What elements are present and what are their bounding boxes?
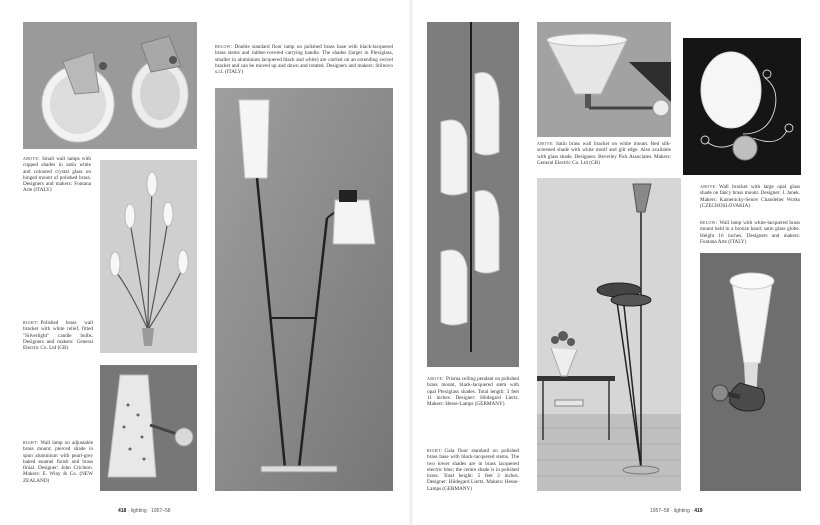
caption-double-standard-floor-lamp: below: Double standard floor lamp on polished brass base with black-lacquered brass stems and rubber-covered carrying handle. The shades (larger in Plexiglass, smaller in aluminium lacquered black and white) are carried on an extending swivel bracket and can be moved up and down and rotated. Designers and makers: Stilnovo s.r.l. (ITALY) xyxy=(215,44,393,76)
opal-glass-bracket-illustration xyxy=(683,38,801,175)
folio-left: 418 · lighting · 1957–58 xyxy=(118,508,171,514)
pierced-shade-illustration xyxy=(100,365,197,491)
wall-lamps-illustration xyxy=(23,22,197,149)
folio-right: 1957–58 · lighting · 419 xyxy=(650,508,703,514)
gala-floor-lamp-illustration xyxy=(537,178,681,491)
prisma-pendant-illustration xyxy=(427,22,519,367)
photo-small-wall-lamps xyxy=(23,22,197,149)
wall-bracket-cone-illustration xyxy=(537,22,671,137)
photo-satin-brass-wall-bracket xyxy=(537,22,671,137)
candle-bracket-illustration xyxy=(100,160,197,353)
caption-opal-glass-wall-bracket: above: Wall bracket with large opal glass shade on fancy brass mount. Designer: J. Janek. Makers: Kamenicky-Senov Chandelier Works (CZECHOSLOVAKIA) xyxy=(700,184,800,209)
gutter xyxy=(408,0,414,525)
photo-double-standard-floor-lamp xyxy=(215,88,393,491)
caption-satin-brass-wall-bracket: above: Satin brass wall bracket on white mount. Red silk-screened shade with white motif and gilt edge. Also available with glass shade. Designers: Beverley Pick Associates. Makers: General Electric Co. Ltd (GB) xyxy=(537,141,671,166)
caption-bronze-hand-wall-lamp: below: Wall lamp with white-lacquered brass mount held in a bronze hand; satin glass globe. Height 16 inches. Designers and makers: Fontana Arte (ITALY) xyxy=(700,220,800,245)
caption-adjustable-wall-lamp: right: Wall lamp on adjustable brass mount; pierced shade in spun aluminium with pearl-grey baked enamel finish and brass finial. Designer: John Crichton. Makers: E. Winy & Co. (NEW ZEALAND) xyxy=(23,440,93,484)
bronze-hand-lamp-illustration xyxy=(700,253,801,491)
caption-prisma-ceiling-pendant: above: Prisma ceiling pendant on polished brass mount, black-lacquered stem with opal Plexiglass shades. Total length: 3 feet 11 inches. Designer: Hildegard Liertz. Makers: Hesse-Lamps (GERMANY) xyxy=(427,376,519,408)
photo-bronze-hand-wall-lamp xyxy=(700,253,801,491)
photo-opal-glass-wall-bracket xyxy=(683,38,801,175)
floor-lamp-illustration xyxy=(215,88,393,491)
photo-prisma-ceiling-pendant xyxy=(427,22,519,367)
photo-adjustable-wall-lamp xyxy=(100,365,197,491)
caption-small-wall-lamps: above: Small wall lamps with cupped shades in satin white and coloured crystal glass on hinged mount of polished brass. Designers and makers: Fontana Arte (ITALY) xyxy=(23,156,91,194)
photo-brass-wall-bracket xyxy=(100,160,197,353)
photo-gala-floor-standard xyxy=(537,178,681,491)
caption-gala-floor-standard: right: Gala floor standard on polished brass base with black-lacquered stems. The two lower shades are in brass lacquered electric blue; the centre shade is in polished brass. Total height: 5 feet 2 inches. Designer: Hildegard Liertz. Makers: Hesse-Lamps (GERMANY) xyxy=(427,448,519,492)
caption-brass-wall-bracket: right: Polished brass wall bracket with white relief, fitted "Silverlight" candle bulbs. Designers and makers: General Electric Co. Ltd (GB) xyxy=(23,320,93,352)
